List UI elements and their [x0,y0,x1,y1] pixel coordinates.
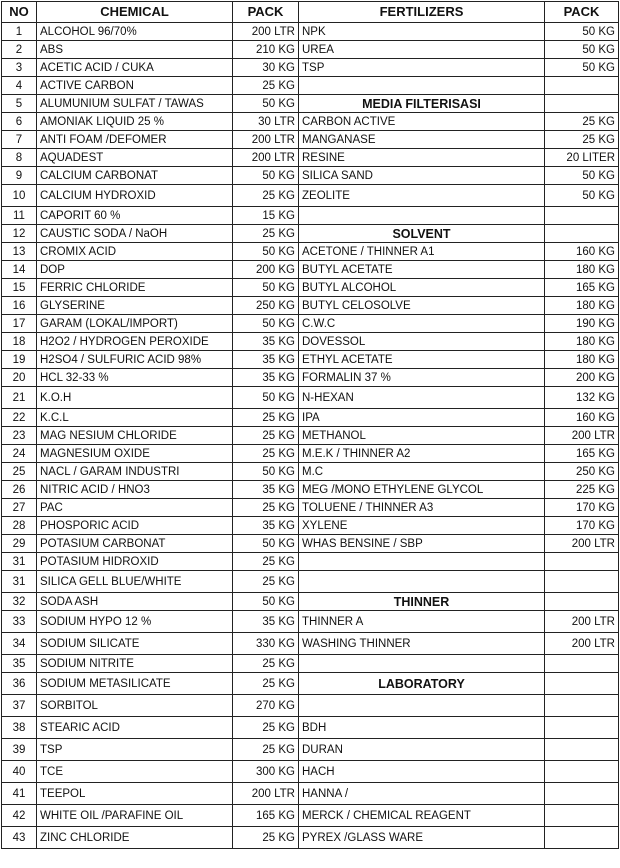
table-row [2,761,619,783]
right-item-name [299,655,545,673]
chemical-pack: 25 KG [233,225,299,243]
chemical-pack: 35 KG [233,351,299,369]
chemical-pack: 15 KG [233,207,299,225]
row-number: 2 [2,41,37,59]
chemical-pack: 35 KG [233,481,299,499]
table-row [2,409,619,427]
right-item-pack: 165 KG [545,445,619,463]
row-number: 36 [2,673,37,695]
right-item-name: ZEOLITE [299,185,545,207]
right-item-pack: 180 KG [545,351,619,369]
row-number: 11 [2,207,37,225]
chemical-name: POTASIUM HIDROXID [37,553,233,571]
chemical-pack: 30 KG [233,59,299,77]
right-item-pack: 180 KG [545,297,619,315]
table-row [2,95,619,113]
right-item-pack: 200 KG [545,369,619,387]
chemical-pack: 50 KG [233,535,299,553]
table-row [2,571,619,593]
chemical-name: MAG NESIUM CHLORIDE [37,427,233,445]
right-item-pack: 180 KG [545,333,619,351]
chemical-pack: 25 KG [233,445,299,463]
chemical-pack: 35 KG [233,611,299,633]
right-item-name: RESINE [299,149,545,167]
chemical-name: NACL / GARAM INDUSTRI [37,463,233,481]
row-number: 32 [2,593,37,611]
right-item-pack [545,571,619,593]
right-item-name: NPK [299,23,545,41]
chemical-name: PHOSPORIC ACID [37,517,233,535]
chemical-pack: 35 KG [233,517,299,535]
chemical-name: NITRIC ACID / HNO3 [37,481,233,499]
chemical-name: MAGNESIUM OXIDE [37,445,233,463]
table-row [2,695,619,717]
right-item-pack: 160 KG [545,409,619,427]
row-number: 14 [2,261,37,279]
chemical-name: WHITE OIL /PARAFINE OIL [37,805,233,827]
row-number: 19 [2,351,37,369]
table-row [2,243,619,261]
table-row [2,517,619,535]
chemical-name: K.O.H [37,387,233,409]
section-heading: MEDIA FILTERISASI [299,95,545,113]
row-number: 18 [2,333,37,351]
chemical-pack: 25 KG [233,655,299,673]
row-number: 42 [2,805,37,827]
right-item-name: CARBON ACTIVE [299,113,545,131]
chemical-pack: 25 KG [233,409,299,427]
right-item-pack [545,739,619,761]
right-item-name [299,553,545,571]
chemical-name: ALUMUNIUM SULFAT / TAWAS [37,95,233,113]
chemical-name: AQUADEST [37,149,233,167]
table-row [2,717,619,739]
right-item-name: ACETONE / THINNER A1 [299,243,545,261]
right-item-pack: 170 KG [545,499,619,517]
right-item-name [299,77,545,95]
row-number: 37 [2,695,37,717]
row-number: 40 [2,761,37,783]
chemical-name: ANTI FOAM /DEFOMER [37,131,233,149]
table-row [2,739,619,761]
right-item-name: DURAN [299,739,545,761]
right-item-pack: 250 KG [545,463,619,481]
table-body [2,23,619,849]
row-number: 4 [2,77,37,95]
right-item-name: ETHYL ACETATE [299,351,545,369]
right-item-name: XYLENE [299,517,545,535]
chemical-name: AMONIAK LIQUID 25 % [37,113,233,131]
chemical-name: CALCIUM CARBONAT [37,167,233,185]
chemical-pack: 165 KG [233,805,299,827]
table-row [2,59,619,77]
table-row [2,427,619,445]
table-row [2,131,619,149]
right-item-pack: 50 KG [545,23,619,41]
table-row [2,553,619,571]
row-number: 41 [2,783,37,805]
chemical-pack: 50 KG [233,167,299,185]
chemical-pack: 25 KG [233,499,299,517]
table-row [2,297,619,315]
chemical-name: ACETIC ACID / CUKA [37,59,233,77]
table-row [2,149,619,167]
right-item-pack: 190 KG [545,315,619,333]
row-number: 13 [2,243,37,261]
right-item-pack [545,77,619,95]
row-number: 9 [2,167,37,185]
row-number: 27 [2,499,37,517]
row-number: 1 [2,23,37,41]
right-item-pack: 200 LTR [545,611,619,633]
right-item-name: DOVESSOL [299,333,545,351]
right-item-pack: 25 KG [545,113,619,131]
chemical-name: ZINC CHLORIDE [37,827,233,849]
chemical-name: DOP [37,261,233,279]
table-row [2,185,619,207]
chemical-pack: 300 KG [233,761,299,783]
right-item-pack [545,695,619,717]
chemical-name: ABS [37,41,233,59]
right-item-pack [545,761,619,783]
right-item-pack [545,95,619,113]
table-row [2,113,619,131]
right-item-pack: 160 KG [545,243,619,261]
chemical-pack: 25 KG [233,739,299,761]
right-item-name: PYREX /GLASS WARE [299,827,545,849]
chemical-name: GLYSERINE [37,297,233,315]
row-number: 25 [2,463,37,481]
row-number: 22 [2,409,37,427]
row-number: 35 [2,655,37,673]
chemical-name: SODIUM SILICATE [37,633,233,655]
right-item-name: TSP [299,59,545,77]
chemical-name: POTASIUM CARBONAT [37,535,233,553]
chemical-pack: 35 KG [233,333,299,351]
right-item-name: UREA [299,41,545,59]
row-number: 24 [2,445,37,463]
table-row [2,673,619,695]
chemical-pack: 25 KG [233,673,299,695]
row-number: 16 [2,297,37,315]
header-no: NO [2,2,37,23]
section-heading: THINNER [299,593,545,611]
right-item-name: C.W.C [299,315,545,333]
right-item-pack [545,225,619,243]
table-row [2,333,619,351]
right-item-pack [545,655,619,673]
chemical-pack: 200 LTR [233,131,299,149]
chemical-pack: 200 LTR [233,149,299,167]
row-number: 43 [2,827,37,849]
chemical-pack: 50 KG [233,463,299,481]
table-row [2,351,619,369]
row-number: 33 [2,611,37,633]
table-row [2,633,619,655]
row-number: 5 [2,95,37,113]
chemical-pack: 25 KG [233,427,299,445]
table-row [2,167,619,185]
row-number: 6 [2,113,37,131]
row-number: 10 [2,185,37,207]
right-item-pack: 25 KG [545,131,619,149]
table-row [2,41,619,59]
chemical-name: TEEPOL [37,783,233,805]
price-list-table [1,1,619,849]
chemical-name: ALCOHOL 96/70% [37,23,233,41]
row-number: 39 [2,739,37,761]
chemical-pack: 210 KG [233,41,299,59]
table-row [2,655,619,673]
right-item-pack [545,717,619,739]
chemical-pack: 35 KG [233,369,299,387]
header-row [2,2,619,23]
right-item-pack: 180 KG [545,261,619,279]
right-item-pack [545,593,619,611]
chemical-pack: 50 KG [233,279,299,297]
chemical-pack: 25 KG [233,827,299,849]
row-number: 23 [2,427,37,445]
right-item-name: THINNER A [299,611,545,633]
chemical-name: CROMIX ACID [37,243,233,261]
table-row [2,369,619,387]
row-number: 21 [2,387,37,409]
right-item-pack: 50 KG [545,167,619,185]
row-number: 28 [2,517,37,535]
right-item-name: HANNA / [299,783,545,805]
right-item-pack: 20 LITER [545,149,619,167]
row-number: 7 [2,131,37,149]
right-item-name: MEG /MONO ETHYLENE GLYCOL [299,481,545,499]
row-number: 29 [2,535,37,553]
row-number: 17 [2,315,37,333]
right-item-pack [545,805,619,827]
right-item-name: TOLUENE / THINNER A3 [299,499,545,517]
chemical-name: ACTIVE CARBON [37,77,233,95]
right-item-name: WHAS BENSINE / SBP [299,535,545,553]
right-item-name: BUTYL ALCOHOL [299,279,545,297]
right-item-name [299,695,545,717]
chemical-pack: 200 LTR [233,23,299,41]
table-row [2,387,619,409]
right-item-name: METHANOL [299,427,545,445]
chemical-pack: 50 KG [233,387,299,409]
chemical-name: SORBITOL [37,695,233,717]
right-item-name [299,571,545,593]
right-item-name: FORMALIN 37 % [299,369,545,387]
chemical-pack: 25 KG [233,185,299,207]
chemical-name: CAUSTIC SODA / NaOH [37,225,233,243]
chemical-name: SILICA GELL BLUE/WHITE [37,571,233,593]
row-number: 12 [2,225,37,243]
right-item-pack [545,827,619,849]
table-row [2,783,619,805]
header-chemical: CHEMICAL [37,2,233,23]
right-item-name: MERCK / CHEMICAL REAGENT [299,805,545,827]
table-row [2,279,619,297]
header-fertilizers: FERTILIZERS [299,2,545,23]
section-heading: SOLVENT [299,225,545,243]
right-item-pack: 200 LTR [545,633,619,655]
header-pack: PACK [233,2,299,23]
chemical-pack: 25 KG [233,77,299,95]
section-heading: LABORATORY [299,673,545,695]
chemical-name: CALCIUM HYDROXID [37,185,233,207]
chemical-pack: 50 KG [233,95,299,113]
table-row [2,481,619,499]
right-item-pack [545,783,619,805]
table-row [2,535,619,553]
table-row [2,23,619,41]
chemical-pack: 25 KG [233,571,299,593]
chemical-name: K.C.L [37,409,233,427]
right-item-pack [545,553,619,571]
chemical-name: H2O2 / HYDROGEN PEROXIDE [37,333,233,351]
table-row [2,77,619,95]
chemical-name: TCE [37,761,233,783]
table-row [2,261,619,279]
row-number: 20 [2,369,37,387]
row-number: 8 [2,149,37,167]
chemical-name: PAC [37,499,233,517]
row-number: 31 [2,571,37,593]
right-item-pack: 170 KG [545,517,619,535]
chemical-pack: 330 KG [233,633,299,655]
right-item-name: BUTYL ACETATE [299,261,545,279]
right-item-name [299,207,545,225]
chemical-name: CAPORIT 60 % [37,207,233,225]
right-item-pack: 225 KG [545,481,619,499]
row-number: 34 [2,633,37,655]
right-item-pack: 200 LTR [545,427,619,445]
right-item-pack: 50 KG [545,59,619,77]
right-item-name: WASHING THINNER [299,633,545,655]
right-item-name: MANGANASE [299,131,545,149]
right-item-name: M.E.K / THINNER A2 [299,445,545,463]
chemical-pack: 200 LTR [233,783,299,805]
right-item-name: SILICA SAND [299,167,545,185]
row-number: 15 [2,279,37,297]
chemical-pack: 270 KG [233,695,299,717]
table-row [2,207,619,225]
table-row [2,445,619,463]
chemical-name: SODIUM HYPO 12 % [37,611,233,633]
chemical-pack: 50 KG [233,315,299,333]
chemical-name: GARAM (LOKAL/IMPORT) [37,315,233,333]
chemical-pack: 30 LTR [233,113,299,131]
chemical-name: H2SO4 / SULFURIC ACID 98% [37,351,233,369]
chemical-name: SODA ASH [37,593,233,611]
right-item-name: M.C [299,463,545,481]
chemical-pack: 200 KG [233,261,299,279]
right-item-name: HACH [299,761,545,783]
right-item-pack: 200 LTR [545,535,619,553]
right-item-pack: 50 KG [545,185,619,207]
chemical-pack: 25 KG [233,717,299,739]
right-item-pack: 132 KG [545,387,619,409]
chemical-name: HCL 32-33 % [37,369,233,387]
right-item-name: IPA [299,409,545,427]
right-item-name: N-HEXAN [299,387,545,409]
row-number: 3 [2,59,37,77]
chemical-name: SODIUM NITRITE [37,655,233,673]
right-item-pack: 50 KG [545,41,619,59]
right-item-name: BDH [299,717,545,739]
row-number: 31 [2,553,37,571]
right-item-name: BUTYL CELOSOLVE [299,297,545,315]
chemical-pack: 25 KG [233,553,299,571]
table-row [2,315,619,333]
right-item-pack [545,207,619,225]
table-row [2,463,619,481]
chemical-name: FERRIC CHLORIDE [37,279,233,297]
right-item-pack: 165 KG [545,279,619,297]
chemical-name: TSP [37,739,233,761]
chemical-pack: 50 KG [233,593,299,611]
table-row [2,805,619,827]
table-row [2,225,619,243]
right-item-pack [545,673,619,695]
chemical-pack: 250 KG [233,297,299,315]
chemical-name: SODIUM METASILICATE [37,673,233,695]
table-row [2,593,619,611]
row-number: 26 [2,481,37,499]
chemical-name: STEARIC ACID [37,717,233,739]
row-number: 38 [2,717,37,739]
table-row [2,499,619,517]
header-pack-right: PACK [545,2,619,23]
chemical-pack: 50 KG [233,243,299,261]
table-row [2,827,619,849]
table-row [2,611,619,633]
